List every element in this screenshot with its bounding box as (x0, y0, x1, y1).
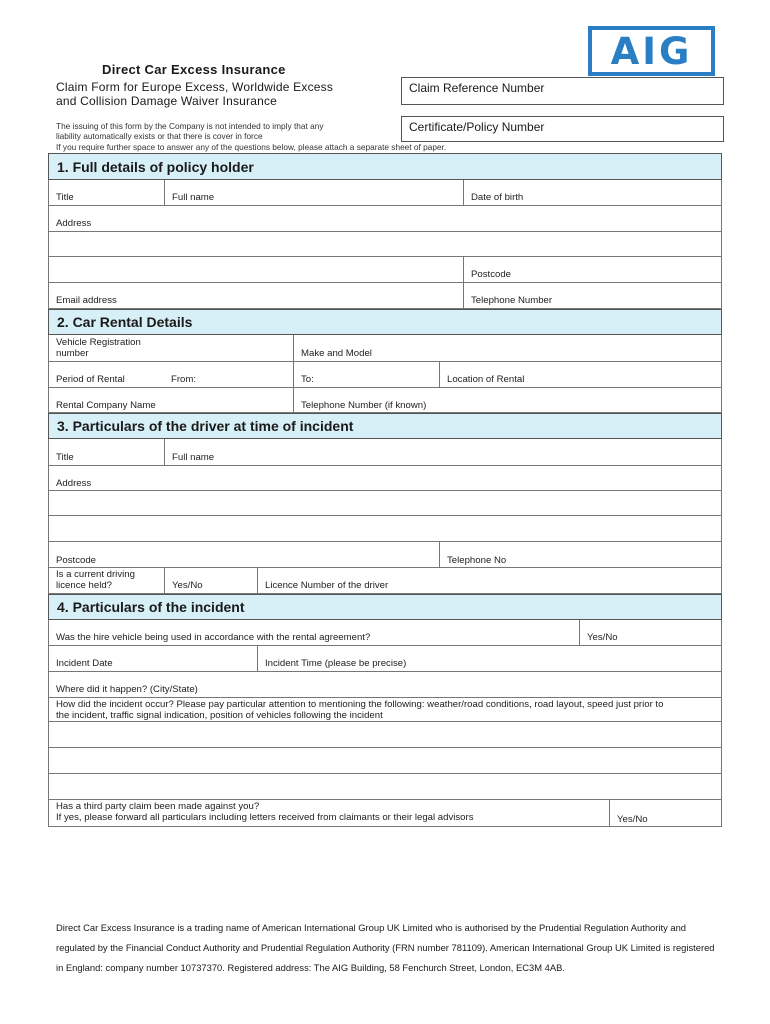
s4-row-accordance (48, 620, 722, 646)
s2-from-label: From: (171, 374, 197, 385)
s2-vehicle-reg-field[interactable] (49, 335, 293, 361)
s4-third-party-label-2: If yes, please forward all particulars including letters received from claimants or their legal advisors (56, 812, 474, 823)
section4-heading: 4. Particulars of the incident (48, 594, 722, 620)
disclaimer-line1: The issuing of this form by the Company is not intended to imply that any (56, 121, 324, 131)
logo-text: AIG (610, 29, 693, 73)
certificate-policy-label: Certificate/Policy Number (409, 120, 545, 134)
s2-telephone-label: Telephone Number (if known) (301, 400, 427, 411)
s4-how-line4[interactable] (48, 774, 722, 800)
s2-telephone-field[interactable] (293, 388, 721, 412)
s4-third-party-field[interactable] (609, 800, 721, 826)
claim-reference-field[interactable] (401, 77, 724, 105)
s1-telephone-label: Telephone Number (471, 295, 553, 306)
s2-row-company (48, 388, 722, 413)
section1-heading: 1. Full details of policy holder (48, 153, 722, 180)
s2-company-label: Rental Company Name (56, 400, 156, 411)
s4-how-field[interactable] (48, 698, 722, 722)
s2-make-model-label: Make and Model (301, 348, 372, 359)
s4-how-line2[interactable] (48, 722, 722, 748)
further-space-note: If you require further space to answer any of the questions below, please attach a separate sheet of paper. (56, 142, 447, 152)
footer-legal-text: Direct Car Excess Insurance is a trading name of American International Group UK Limited who is authorised by the Prudential Regulation Authority and regulated by the Financial Conduct Authority and Prudential Regulation Authority (FRN number 781109). American International Group UK Limited is registered in England: company number 10737370. Registered address: The AIG Building, 58 Fenchurch Street, London, EC3M 4AB. (56, 922, 715, 973)
s1-address-label: Address (56, 218, 92, 229)
s2-company-field[interactable] (49, 388, 293, 412)
s4-how-label-1: How did the incident occur? Please pay particular attention to mentioning the following: weather/road conditions, road layout, speed just prior to (56, 699, 664, 710)
s4-accordance-question-cell (49, 620, 579, 645)
s4-third-party-label-1: Has a third party claim been made against you? (56, 801, 260, 812)
s3-address-line3[interactable] (48, 516, 722, 542)
s1-title-field[interactable] (49, 180, 164, 205)
s4-accordance-field[interactable] (579, 620, 721, 645)
s2-to-label: To: (301, 374, 314, 385)
aig-logo (588, 26, 715, 76)
s2-location-label: Location of Rental (447, 374, 525, 385)
s4-third-party-question-cell (49, 800, 609, 826)
s1-fullname-field[interactable] (164, 180, 463, 205)
s3-address-label: Address (56, 478, 92, 489)
s4-where-field[interactable] (48, 672, 722, 698)
s2-from-field[interactable] (164, 362, 293, 387)
s4-incident-date-label: Incident Date (56, 658, 113, 669)
s4-incident-time-field[interactable] (257, 646, 721, 671)
s4-accordance-yes-no: Yes/No (587, 632, 618, 643)
s1-telephone-field[interactable] (463, 283, 721, 308)
s3-licence-question-cell (49, 568, 164, 593)
s3-title-field[interactable] (49, 439, 164, 465)
s3-licence-number-label: Licence Number of the driver (265, 580, 389, 591)
s3-licence-number-field[interactable] (257, 568, 721, 593)
s1-row-postcode (48, 257, 722, 283)
s1-row-name (48, 180, 722, 206)
s3-address-field[interactable] (48, 466, 722, 491)
s4-third-party-yes-no: Yes/No (617, 814, 648, 825)
s4-where-label: Where did it happen? (City/State) (56, 684, 198, 695)
form-title: Direct Car Excess Insurance (102, 62, 286, 77)
s3-licence-yes-no: Yes/No (172, 580, 203, 591)
s3-row-name (48, 439, 722, 466)
s3-telephone-label: Telephone No (447, 555, 507, 566)
s2-period-label-cell (49, 362, 164, 387)
s3-licence-question-2: licence held? (56, 580, 113, 591)
s3-fullname-label: Full name (172, 452, 215, 463)
s2-location-field[interactable] (439, 362, 721, 387)
s1-address-field[interactable] (48, 206, 722, 232)
s3-licence-question-1: Is a current driving (56, 569, 135, 580)
s3-title-label: Title (56, 452, 74, 463)
form-subtitle-line1: Claim Form for Europe Excess, Worldwide Excess (56, 80, 334, 94)
s4-row-date-time (48, 646, 722, 672)
form-subtitle-line2: and Collision Damage Waiver Insurance (56, 94, 278, 108)
s4-how-line3[interactable] (48, 748, 722, 774)
s1-postcode-label: Postcode (471, 269, 512, 280)
s4-incident-time-label: Incident Time (please be precise) (265, 658, 407, 669)
claim-reference-label: Claim Reference Number (409, 81, 545, 95)
s3-postcode-field[interactable] (49, 542, 439, 567)
s3-row-licence (48, 568, 722, 594)
s3-address-line2[interactable] (48, 491, 722, 516)
s4-how-label-2: the incident, traffic signal indication, position of vehicles following the incident (56, 710, 383, 721)
s4-row-third-party (48, 800, 722, 827)
s1-title-label: Title (56, 192, 74, 203)
s2-row-period (48, 362, 722, 388)
section2-heading: 2. Car Rental Details (48, 309, 722, 335)
s1-dob-label: Date of birth (471, 192, 524, 203)
s1-address-line2[interactable] (48, 232, 722, 257)
s3-fullname-field[interactable] (164, 439, 721, 465)
s1-dob-field[interactable] (463, 180, 721, 205)
s3-row-postcode (48, 542, 722, 568)
s3-postcode-label: Postcode (56, 555, 97, 566)
s1-fullname-label: Full name (172, 192, 215, 203)
s2-row-vehicle (48, 335, 722, 362)
s3-telephone-field[interactable] (439, 542, 721, 567)
s1-postcode-field[interactable] (463, 257, 721, 282)
s1-email-field[interactable] (49, 283, 463, 308)
disclaimer-line2: liability automatically exists or that there is cover in force (56, 131, 263, 141)
section3-heading: 3. Particulars of the driver at time of incident (48, 413, 722, 439)
s1-row-contact (48, 283, 722, 309)
s1-email-label: Email address (56, 295, 117, 306)
s2-period-label: Period of Rental (56, 374, 125, 385)
s1-address-line3[interactable] (49, 257, 463, 282)
s2-vehicle-reg-label-1: Vehicle Registration (56, 337, 141, 348)
s2-vehicle-reg-label-2: number (56, 348, 89, 359)
s3-licence-held-field[interactable] (164, 568, 257, 593)
certificate-policy-field[interactable] (401, 116, 724, 142)
s2-to-field[interactable] (293, 362, 439, 387)
s4-incident-date-field[interactable] (49, 646, 257, 671)
s2-make-model-field[interactable] (293, 335, 721, 361)
s4-accordance-label: Was the hire vehicle being used in accordance with the rental agreement? (56, 632, 371, 643)
